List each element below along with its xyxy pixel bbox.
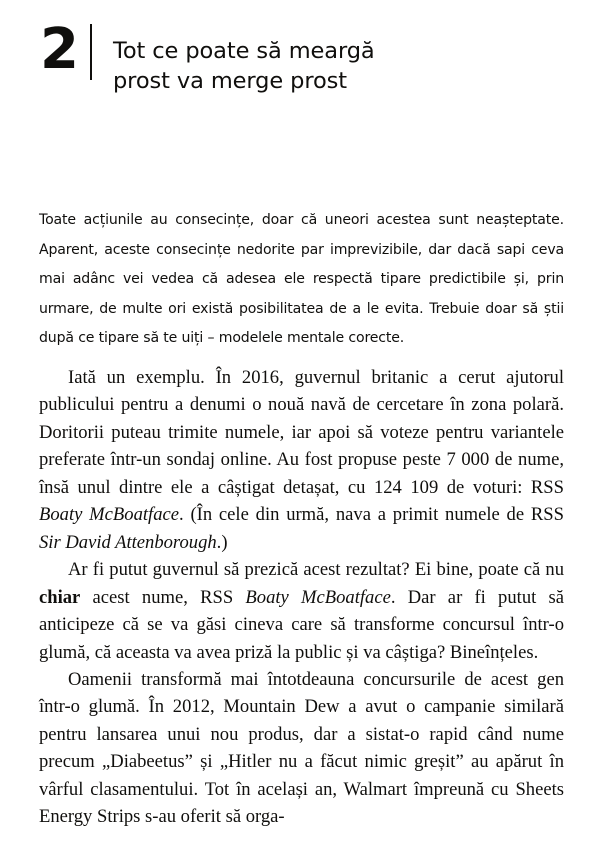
ship-name-boaty-mcboatface-2: Boaty McBoatface: [245, 586, 391, 608]
body-paragraph-3: Oamenii transformă mai întotdeauna concursurile de acest gen într-o glumă. În 2012, Mountain Dew a avut o campanie similară pentru lansarea unui nou produs, dar a sistat-o rapid când nume precum „Diabeetus” și „Hitler nu a făcut nimic greșit” au apărut în vârful clasamentului. Tot în același an, Walmart împreună cu Sheets Energy Strips s-au oferit să orga-: [39, 668, 564, 828]
intro-paragraph: Toate acțiunile au consecințe, doar că uneori acestea sunt neașteptate. Aparent, aceste consecințe nedorite par imprevizibile, dar dacă sapi ceva mai adânc vei vedea că adesea ele respectă tipare predictibile și, prin urmare, de multe ori există posibilitatea de a le evita. Trebuie doar să știi după ce tipare să te uiți – modelele mentale corecte.: [39, 212, 564, 347]
emphasis-chiar: chiar: [39, 586, 81, 608]
chapter-title-line-2: prost va merge prost: [113, 68, 347, 95]
chapter-title-line-1: Tot ce poate să meargă: [113, 38, 375, 65]
paragraph-1-text-part-2: . (În cele din urmă, nava a primit numele de RSS: [179, 504, 564, 526]
body-paragraph-1: [39, 364, 564, 556]
ship-name-boaty-mcboatface: Boaty McBoatface: [39, 504, 179, 526]
body-text-block: [39, 364, 564, 831]
chapter-divider-rule: [90, 24, 92, 80]
paragraph-2-text-part-1: Ar fi putut guvernul să prezică acest rezultat? Ei bine, poate că nu: [68, 559, 564, 581]
chapter-header: [40, 17, 540, 111]
paragraph-1-text-part-3: .): [216, 531, 228, 553]
ship-name-sir-david-attenborough: Sir David Attenborough: [39, 531, 217, 553]
paragraph-2-text-part-2: acest nume, RSS: [80, 586, 246, 608]
chapter-number: 2: [40, 17, 78, 82]
paragraph-2-text-part-3: . Dar ar fi putut să anticipeze că se va găsi cineva care să transforme concursul într-o glumă, că aceasta va avea priză la public și va câștiga? Bineînțeles.: [39, 586, 564, 663]
paragraph-1-text-part-1: Iată un exemplu. În 2016, guvernul britanic a cerut ajutorul publicului pentru a denumi o nouă navă de cercetare în zona polară. Doritorii puteau trimite numele, iar apoi să voteze pentru variantele preferate într-un sondaj online. Au fost propuse peste 7 000 de nume, însă unul dintre ele a câștigat detașat, cu 124 109 de voturi: RSS: [39, 367, 564, 498]
body-paragraph-2: [39, 556, 564, 666]
intro-paragraph-block: [39, 206, 564, 354]
chapter-title: [113, 35, 375, 96]
